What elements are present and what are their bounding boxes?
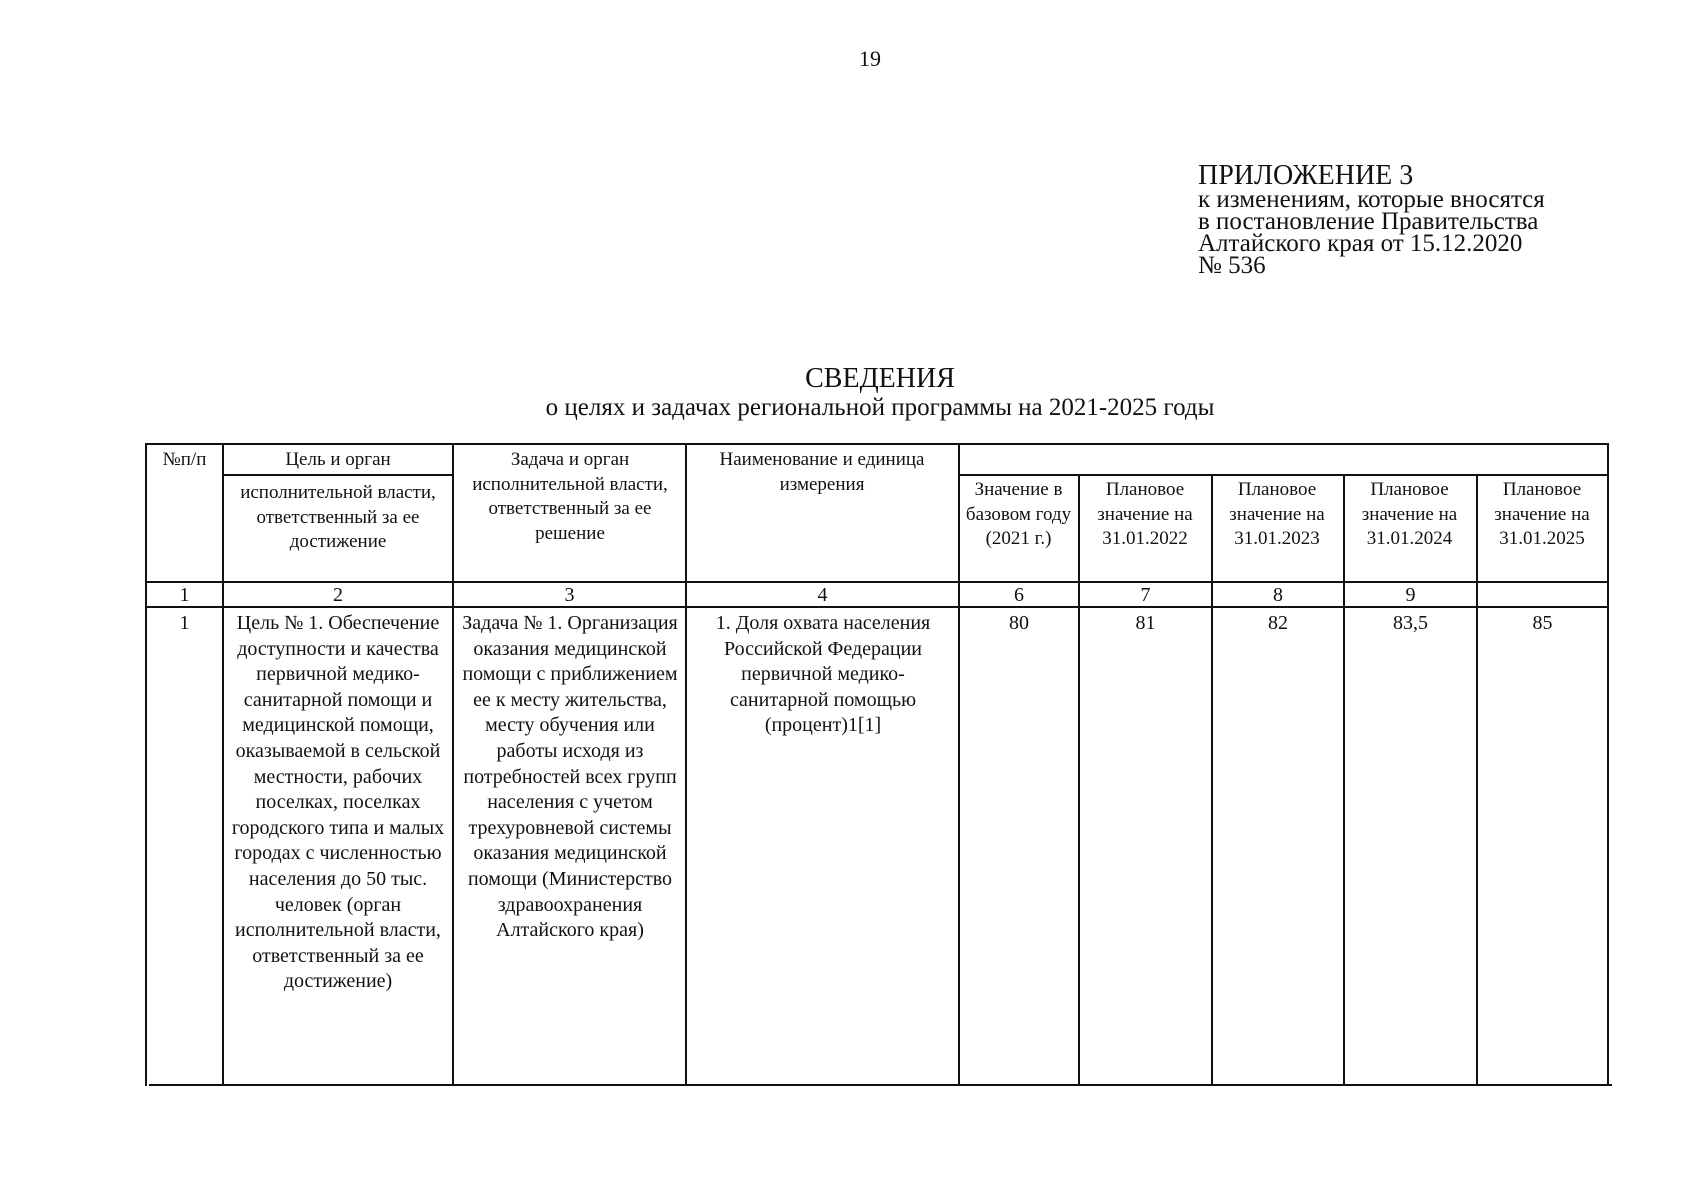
table-border: [146, 581, 1608, 583]
table-border: [145, 443, 1608, 445]
appendix-line: № 536: [1198, 252, 1266, 279]
column-number: 6: [1014, 584, 1024, 606]
column-number: 3: [564, 584, 575, 606]
indicator-cell: 1. Доля охвата населения Российской Федерации первичной медико-санитарной помощью (процент)1[1]: [715, 612, 931, 737]
table-border: [452, 443, 454, 1086]
table-border: [145, 443, 147, 1086]
table-border: [1078, 474, 1080, 1086]
header-base-value: Значение в базовом году (2021 г.): [965, 479, 1072, 549]
appendix-line: в постановление Правительства: [1198, 208, 1539, 235]
column-number: 2: [333, 584, 343, 606]
appendix-title: ПРИЛОЖЕНИЕ 3: [1198, 160, 1414, 191]
table-border: [222, 474, 454, 476]
plan-2023-cell: 82: [1268, 612, 1288, 634]
task-cell: Задача № 1. Организация оказания медицинской помощи с приближением ее к месту жительства, месту обучения или работы исходя из потребностей всех групп населения с учетом трехуровневой системы оказания медицинской помощи (Министерство здравоохранения Алтайского края): [462, 612, 678, 942]
base-value-cell: 80: [1009, 612, 1029, 634]
column-number: 9: [1405, 584, 1416, 606]
table-border: [1211, 474, 1213, 1086]
header-task: Задача и орган исполнительной власти, ответственный за ее решение: [472, 449, 668, 544]
header-goal-top: Цель и орган: [285, 449, 391, 470]
page-number: 19: [859, 46, 881, 71]
column-number: 7: [1140, 584, 1151, 606]
table-border: [222, 443, 224, 1086]
appendix-line: Алтайского края от 15.12.2020: [1198, 230, 1523, 257]
header-goal: исполнительной власти, ответственный за ее достижение: [240, 482, 436, 552]
plan-2025-cell: 85: [1532, 612, 1553, 634]
document-title: СВЕДЕНИЯ: [805, 363, 955, 394]
table-border: [958, 443, 960, 1086]
header-num: №п/п: [162, 449, 207, 470]
plan-2024-cell: 83,5: [1393, 612, 1428, 634]
header-indicator: Наименование и единица измерения: [719, 449, 925, 495]
table-border: [149, 1084, 1612, 1086]
header-plan-2024: Плановое значение на 31.01.2024: [1361, 479, 1458, 549]
row-number: 1: [179, 612, 190, 634]
appendix-line: к изменениям, которые вносятся: [1198, 186, 1545, 213]
document-subtitle: о целях и задачах региональной программы на 2021-2025 годы: [545, 394, 1215, 421]
column-number: 4: [817, 584, 828, 606]
header-plan-2025: Плановое значение на 31.01.2025: [1494, 479, 1590, 549]
table-border: [1607, 443, 1609, 1086]
plan-2022-cell: 81: [1135, 612, 1156, 634]
column-number: 8: [1273, 584, 1283, 606]
table-border: [146, 606, 1608, 608]
table-border: [1343, 474, 1345, 1086]
table-border: [960, 474, 1608, 476]
header-plan-2022: Плановое значение на 31.01.2022: [1097, 479, 1193, 549]
header-plan-2023: Плановое значение на 31.01.2023: [1229, 479, 1325, 549]
table-border: [685, 443, 687, 1086]
column-number: 1: [179, 584, 190, 606]
table-border: [1476, 474, 1478, 1086]
goal-cell: Цель № 1. Обеспечение доступности и качества первичной медико-санитарной помощи и медицинской помощи, оказываемой в сельской местности, рабочих поселках, поселках городского типа и малых городах с численностью населения до 50 тыс. человек (орган исполнительной власти, ответственный за ее достижение): [231, 612, 445, 993]
